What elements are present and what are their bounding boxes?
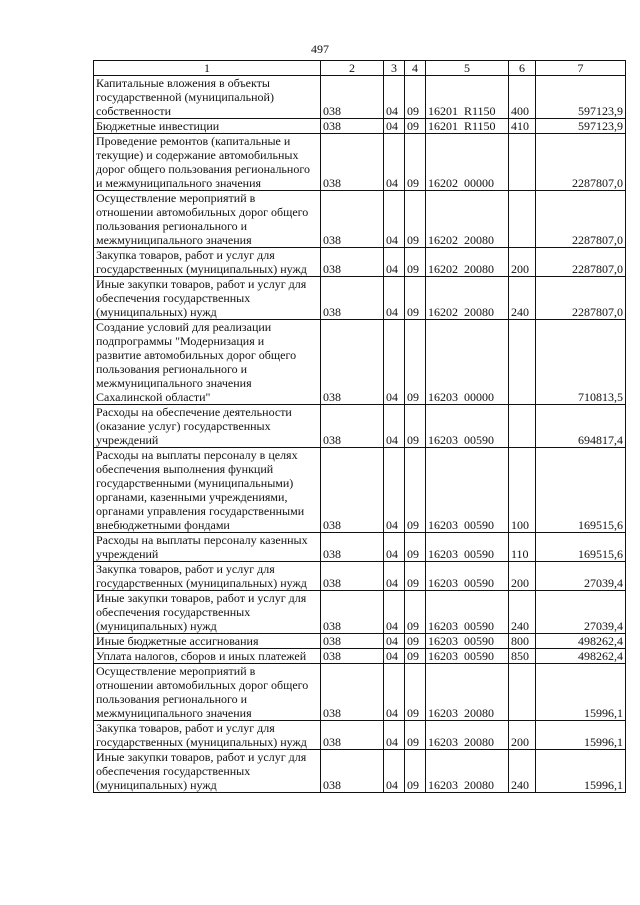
table-row <box>94 248 626 277</box>
section-code-cell: 04 <box>384 721 405 750</box>
section-code-cell: 04 <box>384 664 405 721</box>
expense-type-cell <box>509 320 536 405</box>
section-code-cell: 04 <box>384 277 405 320</box>
expense-type-cell: 240 <box>509 277 536 320</box>
item-name-cell: Иные закупки товаров, работ и услуг для обеспечения государственных (муниципальных) нужд <box>94 750 321 793</box>
section-code-cell: 04 <box>384 591 405 634</box>
section-code-cell: 04 <box>384 134 405 191</box>
expense-type-cell: 400 <box>509 76 536 119</box>
subsection-code-cell: 09 <box>405 76 426 119</box>
budget-table <box>93 60 626 793</box>
amount-cell: 169515,6 <box>536 448 626 533</box>
item-name-cell: Осуществление мероприятий в отношении автомобильных дорог общего пользования регионального и межмуниципального значения <box>94 664 321 721</box>
grbs-code-cell: 038 <box>321 277 384 320</box>
column-header: 7 <box>536 61 626 76</box>
table-row <box>94 320 626 405</box>
grbs-code-cell: 038 <box>321 562 384 591</box>
subsection-code-cell: 09 <box>405 134 426 191</box>
amount-cell: 169515,6 <box>536 533 626 562</box>
target-article-cell: 16203 00590 <box>426 591 509 634</box>
grbs-code-cell: 038 <box>321 405 384 448</box>
expense-type-cell: 800 <box>509 634 536 649</box>
subsection-code-cell: 09 <box>405 405 426 448</box>
grbs-code-cell: 038 <box>321 721 384 750</box>
section-code-cell: 04 <box>384 320 405 405</box>
table-row <box>94 750 626 793</box>
expense-type-cell: 110 <box>509 533 536 562</box>
expense-type-cell: 200 <box>509 721 536 750</box>
subsection-code-cell: 09 <box>405 750 426 793</box>
item-name-cell: Расходы на выплаты персоналу в целях обеспечения выполнения функций государственными (муниципальными) органами, казенными учреждениями, органами управления государственными внебюджетными фондами <box>94 448 321 533</box>
subsection-code-cell: 09 <box>405 591 426 634</box>
section-code-cell: 04 <box>384 191 405 248</box>
expense-type-cell: 100 <box>509 448 536 533</box>
table-row <box>94 119 626 134</box>
amount-cell: 2287807,0 <box>536 134 626 191</box>
grbs-code-cell: 038 <box>321 191 384 248</box>
target-article-cell: 16201 R1150 <box>426 119 509 134</box>
target-article-cell: 16203 00590 <box>426 634 509 649</box>
subsection-code-cell: 09 <box>405 191 426 248</box>
column-number-row <box>94 61 626 76</box>
grbs-code-cell: 038 <box>321 649 384 664</box>
amount-cell: 694817,4 <box>536 405 626 448</box>
target-article-cell: 16203 20080 <box>426 750 509 793</box>
expense-type-cell: 850 <box>509 649 536 664</box>
amount-cell: 597123,9 <box>536 119 626 134</box>
grbs-code-cell: 038 <box>321 448 384 533</box>
subsection-code-cell: 09 <box>405 649 426 664</box>
grbs-code-cell: 038 <box>321 533 384 562</box>
item-name-cell: Иные закупки товаров, работ и услуг для обеспечения государственных (муниципальных) нужд <box>94 277 321 320</box>
page-number: 497 <box>311 42 329 56</box>
section-code-cell: 04 <box>384 405 405 448</box>
column-header: 2 <box>321 61 384 76</box>
grbs-code-cell: 038 <box>321 248 384 277</box>
section-code-cell: 04 <box>384 448 405 533</box>
grbs-code-cell: 038 <box>321 76 384 119</box>
subsection-code-cell: 09 <box>405 634 426 649</box>
amount-cell: 27039,4 <box>536 591 626 634</box>
expense-type-cell: 200 <box>509 562 536 591</box>
grbs-code-cell: 038 <box>321 320 384 405</box>
amount-cell: 498262,4 <box>536 634 626 649</box>
subsection-code-cell: 09 <box>405 562 426 591</box>
amount-cell: 15996,1 <box>536 664 626 721</box>
item-name-cell: Закупка товаров, работ и услуг для государственных (муниципальных) нужд <box>94 562 321 591</box>
table-row <box>94 591 626 634</box>
grbs-code-cell: 038 <box>321 119 384 134</box>
amount-cell: 2287807,0 <box>536 191 626 248</box>
subsection-code-cell: 09 <box>405 248 426 277</box>
column-header: 3 <box>384 61 405 76</box>
expense-type-cell: 200 <box>509 248 536 277</box>
expense-type-cell <box>509 664 536 721</box>
table-row <box>94 664 626 721</box>
target-article-cell: 16202 20080 <box>426 191 509 248</box>
table-row <box>94 76 626 119</box>
table-row <box>94 405 626 448</box>
grbs-code-cell: 038 <box>321 591 384 634</box>
amount-cell: 2287807,0 <box>536 248 626 277</box>
column-header: 1 <box>94 61 321 76</box>
table-row <box>94 562 626 591</box>
item-name-cell: Капитальные вложения в объекты государственной (муниципальной) собственности <box>94 76 321 119</box>
section-code-cell: 04 <box>384 533 405 562</box>
table-row <box>94 448 626 533</box>
table-row <box>94 533 626 562</box>
amount-cell: 15996,1 <box>536 721 626 750</box>
target-article-cell: 16203 00000 <box>426 320 509 405</box>
target-article-cell: 16202 20080 <box>426 248 509 277</box>
subsection-code-cell: 09 <box>405 664 426 721</box>
table-row <box>94 134 626 191</box>
target-article-cell: 16203 00590 <box>426 562 509 591</box>
item-name-cell: Создание условий для реализации подпрограммы "Модернизация и развитие автомобильных дорог общего пользования регионального и межмуниципального значения Сахалинской области" <box>94 320 321 405</box>
table-row <box>94 191 626 248</box>
subsection-code-cell: 09 <box>405 320 426 405</box>
section-code-cell: 04 <box>384 76 405 119</box>
expense-type-cell: 410 <box>509 119 536 134</box>
subsection-code-cell: 09 <box>405 721 426 750</box>
table-body <box>94 76 626 793</box>
expense-type-cell <box>509 191 536 248</box>
expense-type-cell <box>509 134 536 191</box>
table-row <box>94 721 626 750</box>
section-code-cell: 04 <box>384 248 405 277</box>
target-article-cell: 16203 00590 <box>426 448 509 533</box>
item-name-cell: Закупка товаров, работ и услуг для государственных (муниципальных) нужд <box>94 721 321 750</box>
subsection-code-cell: 09 <box>405 277 426 320</box>
target-article-cell: 16203 00590 <box>426 649 509 664</box>
section-code-cell: 04 <box>384 634 405 649</box>
expense-type-cell: 240 <box>509 591 536 634</box>
section-code-cell: 04 <box>384 562 405 591</box>
amount-cell: 710813,5 <box>536 320 626 405</box>
amount-cell: 15996,1 <box>536 750 626 793</box>
target-article-cell: 16202 20080 <box>426 277 509 320</box>
item-name-cell: Осуществление мероприятий в отношении автомобильных дорог общего пользования регионального и межмуниципального значения <box>94 191 321 248</box>
section-code-cell: 04 <box>384 119 405 134</box>
column-header: 5 <box>426 61 509 76</box>
amount-cell: 27039,4 <box>536 562 626 591</box>
item-name-cell: Бюджетные инвестиции <box>94 119 321 134</box>
table-row <box>94 277 626 320</box>
target-article-cell: 16203 00590 <box>426 405 509 448</box>
amount-cell: 2287807,0 <box>536 277 626 320</box>
item-name-cell: Уплата налогов, сборов и иных платежей <box>94 649 321 664</box>
subsection-code-cell: 09 <box>405 119 426 134</box>
target-article-cell: 16201 R1150 <box>426 76 509 119</box>
expense-type-cell <box>509 405 536 448</box>
target-article-cell: 16202 00000 <box>426 134 509 191</box>
section-code-cell: 04 <box>384 649 405 664</box>
target-article-cell: 16203 00590 <box>426 533 509 562</box>
grbs-code-cell: 038 <box>321 664 384 721</box>
item-name-cell: Закупка товаров, работ и услуг для государственных (муниципальных) нужд <box>94 248 321 277</box>
expense-type-cell: 240 <box>509 750 536 793</box>
item-name-cell: Расходы на выплаты персоналу казенных учреждений <box>94 533 321 562</box>
column-header: 4 <box>405 61 426 76</box>
table-row <box>94 649 626 664</box>
item-name-cell: Иные закупки товаров, работ и услуг для обеспечения государственных (муниципальных) нужд <box>94 591 321 634</box>
grbs-code-cell: 038 <box>321 134 384 191</box>
amount-cell: 498262,4 <box>536 649 626 664</box>
target-article-cell: 16203 20080 <box>426 664 509 721</box>
target-article-cell: 16203 20080 <box>426 721 509 750</box>
amount-cell: 597123,9 <box>536 76 626 119</box>
item-name-cell: Проведение ремонтов (капитальные и текущие) и содержание автомобильных дорог общего пользования регионального и межмуниципального значения <box>94 134 321 191</box>
section-code-cell: 04 <box>384 750 405 793</box>
grbs-code-cell: 038 <box>321 634 384 649</box>
item-name-cell: Расходы на обеспечение деятельности (оказание услуг) государственных учреждений <box>94 405 321 448</box>
column-header: 6 <box>509 61 536 76</box>
subsection-code-cell: 09 <box>405 448 426 533</box>
subsection-code-cell: 09 <box>405 533 426 562</box>
grbs-code-cell: 038 <box>321 750 384 793</box>
table-row <box>94 634 626 649</box>
item-name-cell: Иные бюджетные ассигнования <box>94 634 321 649</box>
